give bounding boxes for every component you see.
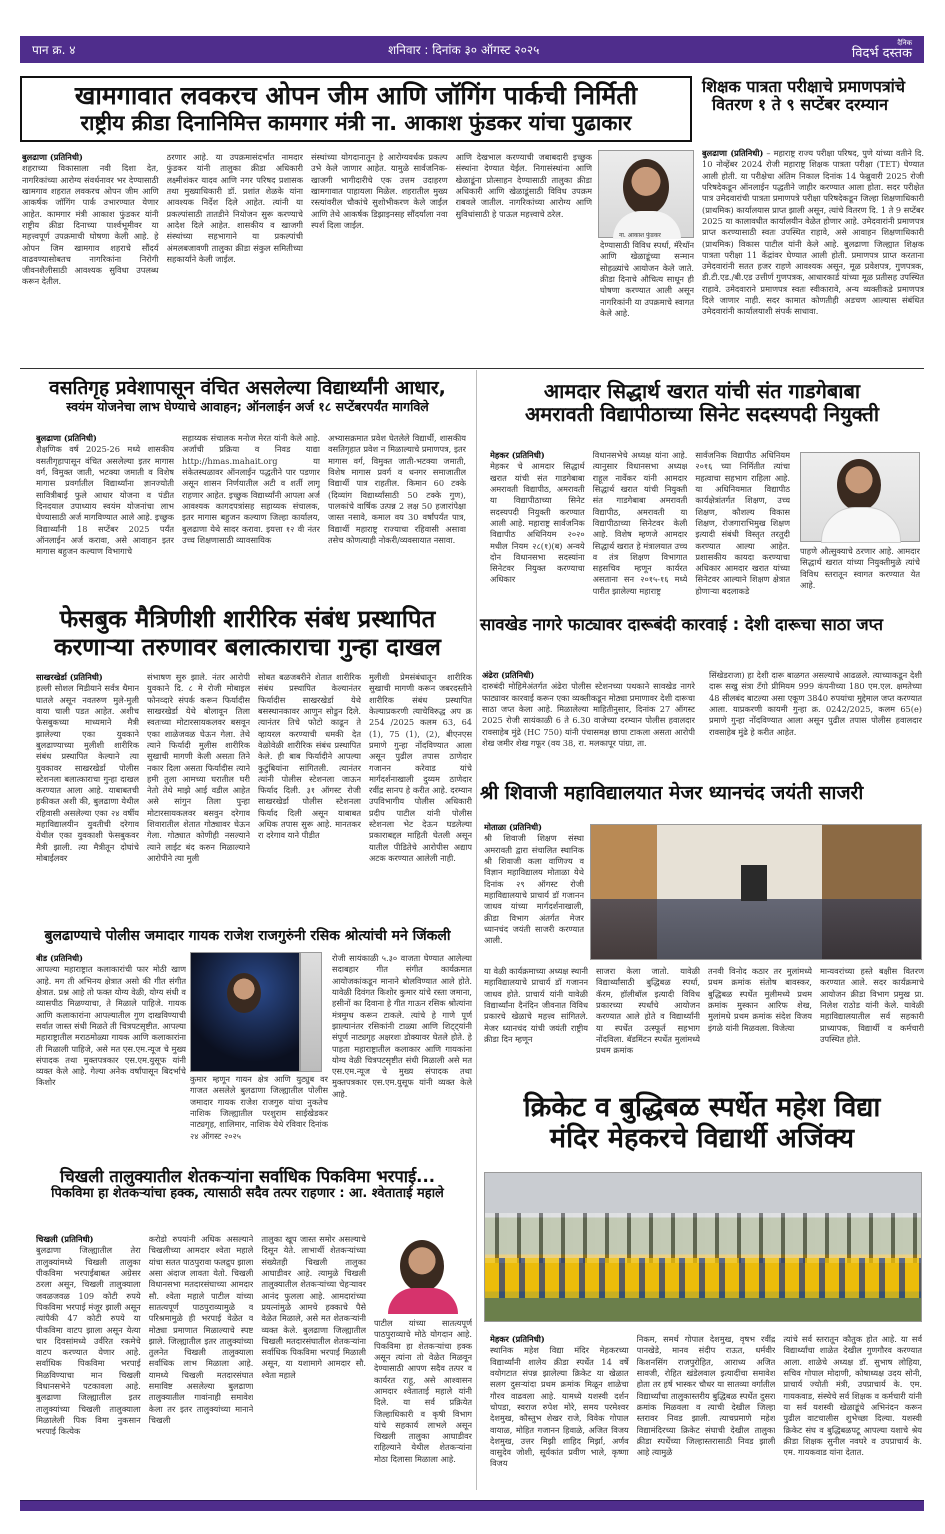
body-text: आणि देखभाल करण्याची जबाबदारी इच्छुक संस्थांना देण्यात येईल. निगासंस्थांना आणि खेळाडूंना प्रोत्साहन देण्यासाठी तालुका क्रीडा अधिकारी आणि खेळाडूंसाठी विविध उपक्रम राबवले जातील. नागरिकांच्या आरोग्य आणि सुविधांसाठी हे पाऊल महत्त्वाचे ठरेल.	[455, 152, 592, 219]
body-text: स्थानिक महेश विद्या मंदिर मेहकरच्या विद्यार्थ्यांनी शालेय क्रीडा स्पर्धेत 14 वर्षे वयोगटात संपन्न झालेल्या क्रिकेट या खेळात सलग दुसऱ्यांदा प्रथम क्रमांक मिळून शाळेचा गौरव वाढवला आहे. यामध्ये यशस्वी दर्शन चोपडा, स्वराज रुपेश मोरे, समय परमेश्वर देशमुख, कौस्तुभ शेखर राजे, विवेक गोपाल वायाळ, मोहित गजानन हिवाळे, अजित विजय देशमुख, उत्तर मिझी शाहिद मिर्झा, अर्णव वासुदेव जोशी, सूर्यकांत प्रवीण भाले, कृष्णा विजय	[490, 1345, 629, 1469]
subheadline: पिकविमा हा शेतकऱ्यांचा हक्क, त्यासाठी सदैव तत्पर राहणार : आ. श्वेताताई महाले	[51, 1185, 444, 1201]
portrait-frame-icon	[741, 865, 767, 901]
dateline: चिखली (प्रतिनिधी)	[36, 1234, 94, 1244]
body-text: मान्यवरांच्या हस्ते बक्षीस वितरण करण्यात आले. सदर कार्यक्रमाचे आयोजन क्रीडा विभाग प्रमुख प्रा. निलेश राठोड यांनी केले. यावेळी महाविद्यालयातील सर्व सहकारी प्राध्यापक, विद्यार्थी व कर्मचारी उपस्थित होते.	[820, 966, 924, 1044]
headline: श्री शिवाजी महाविद्यालयात मेजर ध्यानचंद जयंती साजरी	[480, 782, 864, 804]
dateline: बीड (प्रतिनिधी)	[36, 953, 84, 963]
article-tet-certificates	[702, 78, 924, 115]
body-text: तनवी विनोद कठार तर मुलांमध्ये प्रथम क्रमांक संतोष बावस्कर, बुद्धिबळ स्पर्धेत मुलीमध्ये प्रथम क्रमांक मुस्कान आरिफ शेख, मुलांमधे प्रथम क्रमांक संदेश विजय इंगळे यांनी मिळवला. विजेत्या	[708, 966, 812, 1033]
article-body	[702, 148, 924, 363]
body-text: करोडो रुपयांनी अधिक असल्याने चिखलीच्या आमदार श्वेता महाले यांचा सतत पाठपुरावा फलद्रुप झाला असा अंदाज लावता येतो. चिखली विधानसभा मतदारसंघाच्या आमदार सौ. श्वेता महाले पाटील यांच्या सातत्यपूर्ण पाठपुराव्यामुळे व परिश्रमामुळे ही भरपाई वेळेत व मोठ्या प्रमाणात मिळाल्याचे स्पष्ट झाले. जिल्ह्यातील इतर तालुक्यांच्या तुलनेत चिखली तालुक्याला सर्वाधिक लाभ मिळाला आहे. यामध्ये चिखली मतदारसंघात समाविष्ट असलेल्या बुलढाणा तालुक्यातील गावांनाही समावेश केला तर इतर तालुक्यांच्या मानाने चिखली	[148, 1234, 254, 1425]
body-text: श्री शिवाजी शिक्षण संस्था अमरावती द्वारा संचालित स्थानिक श्री शिवाजी कला वाणिज्य व विज्ञान महाविद्यालय मोताळा येथे दिनांक २९ ऑगस्ट रोजी महाविद्यालयाचे प्राचार्य डॉ गजानन जाधव यांच्या मार्गदर्शनाखाली, क्रीडा विभाग अंतर्गत मेजर ध्यानचंद जयंती साजरी करण्यात आली.	[484, 833, 584, 946]
body-text: सिंखेडराजा) हा देशी दारू बाळगत असल्याचे आढळले. त्याच्याकडून देशी दारू सखु संत्रा टँगो प्रीमियम 999 कंपनीच्या 180 एम.एल. क्षमतेच्या 48 सीलबंद बाटल्या असा एकूण 3840 रुपयांचा मुद्देमाल जप्त करण्यात आला. याप्रकरणी कायमी गुन्हा क्र. 0242/2025, कलम 65(e) प्रमाणे गुन्हा नोंदविण्यात आला असून पुढील तपास पोलीस हवालदार रावसाहेब मुंढे हे करीत आहेत.	[709, 670, 922, 737]
headline: क्रिकेट व बुद्धिबळ स्पर्धेत महेश विद्या	[523, 1092, 881, 1123]
article-body	[484, 822, 584, 962]
photo-caption: ना. आकाश फुंडकर	[619, 232, 661, 239]
masthead-bar	[20, 36, 924, 63]
article-body	[36, 953, 186, 1158]
article-senate-appointment	[480, 380, 924, 426]
mla-mahale-photo	[374, 1234, 472, 1314]
singer-photo	[190, 952, 300, 1072]
article-hostel-scheme	[20, 378, 475, 414]
body-text: मुलीशी प्रेमसंबंधातून शारीरिक सुखाची मागणी करून जबरदस्तीने शारीरिक संबंध प्रस्थापित केल्याप्रकरणी त्याचेविरुद्ध अप क्र 254 /2025 कलम 63, 64 (1), 75 (1), (2), बीएनएस प्रमाणे गुन्हा नोंदविण्यात आला असून पुढील तपास ठाणेदार गजानन करेवाड यांचे मार्गदर्शनाखाली दुय्यम ठाणेदार रवींद्र सानप हे करीत आहे. दरम्यान उपविभागीय पोलीस अधिकारी प्रदीप पाटील यांनी पोलीस स्टेशनला भेट देऊन घडलेल्या प्रकाराबद्दल माहिती घेतली असून यातील पीडितेचे आरोपीस अद्याप अटक करण्यात आलेली नाही.	[369, 672, 472, 863]
mla-photo	[800, 452, 920, 542]
subheadline: राष्ट्रीय क्रीडा दिनानिमित्त कामगार मंत्री ना. आकाश फुंडकर यांचा पुढाकार	[80, 110, 632, 135]
body-text: मेहकर चे आमदार सिद्धार्थ खरात यांची संत गाडगेबाबा अमरावती विद्यापीठ, अमरावती या विद्यापीठाच्या सिनेट सदस्यपदी नियुक्ती करण्यात आली आहे. महाराष्ट्र सार्वजनिक विद्यापीठ अधिनियम २०२० मधील नियम २८(१)(ब) अन्वये दोन विधानसभा सदस्यांना सिनेटवर नियुक्त करण्याचा अधिकार	[490, 461, 585, 585]
portrait-icon	[837, 459, 881, 511]
subheadline: वितरण १ ते ९ सप्टेंबर दरम्यान	[712, 95, 888, 115]
headline: चिखली तालुक्यातील शेतकऱ्यांना सर्वाधिक पिकविमा भरपाई...	[59, 1167, 435, 1186]
portrait-icon	[227, 973, 261, 1013]
article-body	[190, 1074, 328, 1160]
article-body	[490, 1334, 922, 1494]
article-body	[36, 672, 472, 917]
article-liquor-seizure	[480, 616, 924, 635]
dateline: मोताळा (प्रतिनिधी)	[484, 822, 543, 832]
body-text: तालुका खूप जास्त समोर असल्याचे दिसून येते. लाभार्थी शेतकऱ्यांच्या संख्येतही चिखली तालुका आघाडीवर आहे. त्यामुळे चिखली तालुक्यातील शेतकऱ्यांच्या चेहऱ्यावर आनंद फुलला आहे. आमदारांच्या प्रयत्नांमुळे आमचे हक्काचे पैसे वेळेत मिळाले, असे मत शेतकऱ्यांनी व्यक्त केले. बुलढाणा जिल्ह्यातील चिखली मतदारसंघातील शेतकऱ्यांना सर्वाधिक पिकविमा भरपाई मिळाली असून, या यशामागे आमदार सौ. श्वेता महाले	[261, 1234, 367, 1380]
dateline: मेहकर (प्रतिनिधी)	[490, 1334, 545, 1344]
body-text: देण्यासाठी विविध स्पर्धा, मॅरेथॉन आणि खेळाडूंच्या सन्मान सोहळ्यांचे आयोजन केले जाते. क्रीडा दिनाचे औचित्य साधून ही घोषणा करण्यात आली असून नागरिकांनी या उपक्रमाचे स्वागत केले आहे.	[600, 240, 694, 318]
brand-name: विदर्भ दस्तक	[851, 45, 912, 61]
minister-photo	[598, 150, 694, 238]
body-text: बुलढाणा जिल्ह्यातील तेरा तालुक्यांमध्ये चिखली तालुका पीकविमा भरपाईबाबत अग्रेसर ठरला असून, चिखली तालुक्याला जवळजवळ 109 कोटी रुपये पिकविमा भरपाई मंजूर झाली असून त्यांपैकी 47 कोटी रुपये या पीकविमा वाटप झाला असून येत्या चार दिवसांमध्ये उर्वरित रकमेचे वाटप करण्यात येणार आहे. सर्वाधिक पिकविमा भरपाई मिळविण्याचा मान चिखली विधानसभेने पटकावला आहे. बुलढाणा जिल्ह्यातील इतर तालुक्यांच्या चिखली तालुक्याला मिळालेली पिक विमा नुकसान भरपाई कित्येक	[36, 1245, 141, 1437]
brand-tagline: दैनिक	[897, 38, 912, 47]
subheadline: स्वयंम योजनेचा लाभ घेण्याचे आवाहन; ऑनलाईन अर्ज १८ सप्टेंबरपर्यंत मागविले	[66, 398, 429, 414]
body-text: अभ्यासक्रमात प्रवेश घेतलेले विद्यार्थी, शासकीय वसतिगृहात प्रवेश न मिळाल्याचे प्रमाणपत्र, इतर मागास वर्ग, विमुक्त जाती-भटक्या जमाती, विशेष मागास प्रवर्ग व धनगर समाजातील विद्यार्थी पात्र राहतील. किमान 60 टक्के (दिव्यांग विद्यार्थ्यांसाठी 50 टक्के गुण), पालकांचे वार्षिक उत्पन्न 2 लक्ष 50 हजारांपेक्षा जास्त नसावे, कमाल वय 30 वर्षांपर्यंत पात्र, विद्यार्थी महाराष्ट्र राज्याचा रहिवासी असावा तसेच कोणत्याही नोकरी/व्यवसायात नसावा.	[328, 433, 466, 545]
body-text: या वेळी कार्यक्रमाच्या अध्यक्ष स्थानी महाविद्यालयाचे प्राचार्य डॉ गजानन जाधव होते. प्राचार्य यांनी यावेळी विद्यार्थ्यांना दैनंदिन जीवनात विविध प्रकारचे खेळाचे महत्त्व सांगितले. मेजर ध्यानचंद यांची जयंती राष्ट्रीय क्रीडा दिन म्हणून	[484, 966, 588, 1044]
body-text: विधानसभेचे अध्यक्ष यांना आहे. त्यानुसार विधानसभा अध्यक्ष राहूल नार्वेकर यांनी आमदार सिद्धार्थ खरात यांची नियुक्ती संत गाडगेबाबा अमरावती विद्यापीठ, अमरावती या विद्यापीठाच्या सिनेटवर केली आहे. विशेष म्हणजे आमदार सिद्धार्थ खरात हे मंत्रालयात उच्च व तंत्र शिक्षण विभागात सहसचिव म्हणून कार्यरत असताना सन २०१५-१६ मध्ये पारीत झालेल्या महाराष्ट्र	[592, 450, 688, 596]
headline: आमदार सिद्धार्थ खरात यांची संत गाडगेबाबा	[543, 379, 861, 403]
body-text: त्यांचे सर्व स्तरातून कौतुक होत आहे. या सर्व विद्यार्थ्यांचा शाळेत देखील गुणगौरव करण्यात आला. शाळेचे अध्यक्ष डॉ. सुभाष लोहिया, सचिव गोपाल मोदाणी, कोषाध्यक्ष उदय सोनी, प्राचार्य ज्योती मंत्री, उपप्राचार्य के. एम. गायकवाड, संस्थेचे सर्व शिक्षक व कर्मचारी यांनी या सर्व यशस्वी खेळाडूंचे अभिनंदन करून पुढील वाटचालीस शुभेच्छा दिल्या. यशस्वी क्रिकेट संघ व बुद्धिबळपटू आपल्या यशाचे श्रेय क्रीडा शिक्षक सुनील नवघरे व उपप्राचार्य के. एम. गायकवाड यांना देतात.	[783, 1334, 923, 1458]
body-text: शैक्षणिक वर्ष 2025-26 मध्ये शासकीय वसतीगृहापासून वंचित असलेल्या इतर मागास वर्ग, विमुक्त जाती, भटक्या जमाती व विशेष मागास प्रवर्गातील विद्यार्थ्यांना ज्ञानज्योती सावित्रीबाई फुले आधार योजना व पंडीत दिनदयाल उपाध्याय स्वयंम योजनांचा लाभ घेण्यासाठी अर्ज मागविण्यात आले आहे. इच्छुक विद्यार्थ्यांनी 18 सप्टेंबर 2025 पर्यंत ऑनलाईन अर्ज करावा, असे आवाहन इतर मागास बहुजन कल्याण विभागाचे	[36, 444, 174, 557]
article-cricket-chess	[480, 1092, 924, 1154]
article-body	[22, 152, 592, 362]
article-body	[490, 450, 790, 605]
article-facebook-case	[20, 606, 475, 661]
footer-bar	[20, 1500, 924, 1511]
college-event-photo	[590, 824, 922, 960]
body-text: साजरा केला जातो. यावेळी विद्यार्थ्यांसाठी बुद्धिबळ स्पर्धा, कॅरम, हॉलीबॉल इत्यादी विविध प्रकारच्या स्पर्धांचे आयोजन करण्यात आले होते व विद्यार्थ्यांनी या स्पर्धेत उत्स्फूर्त सहभाग नोंदविला. बॅडमिंटन स्पर्धेत मुलांमध्ये प्रथम क्रमांक	[596, 966, 700, 1056]
body-text: दारुबंदी मोहिमेअंतर्गत अंढेरा पोलीस स्टेशनच्या पथकाने सावखेड नागरे फाट्यावर कारवाई करून एका व्यक्तीकडून मोठ्या प्रमाणावर देशी दारूचा साठा जप्त केला आहे. मिळालेल्या माहितीनुसार, दिनांक 27 ऑगस्ट 2025 रोजी सायंकाळी 6 ते 6.30 वाजेच्या दरम्यान पोलीस हवालदार रावसाहेब मुंढे (HC 750) यांनी पंचासमक्ष छापा टाकला असता आरोपी शेख जमीर शेख गफूर (वय 38, रा. मलकापूर पांग्रा, ता.	[482, 681, 695, 748]
body-text: ठरणार आहे. या उपक्रमासंदर्भात नामदार फुंडकर यांनी तालुका क्रीडा अधिकारी लक्ष्मीशंकर यादव आणि नगर परिषद प्रशासक तथा मुख्याधिकारी डॉ. प्रशांत शेळके यांना आवश्यक निर्देश दिले आहेत. त्यांनी या प्रकल्पांसाठी तातडीने नियोजन सुरू करण्याचे आदेश दिले आहेत. शासकीय व खाजगी संस्थांच्या सहभागाने या प्रकल्पांची अंमलबजावणी तालुका क्रीडा संकुल समितीच्या सहकार्याने केली जाईल.	[166, 152, 303, 264]
article-body	[332, 953, 472, 1158]
article-body	[800, 546, 920, 606]
body-text: सहाय्यक संचालक मनोज मेरत यांनी केले आहे. अर्जाची प्रक्रिया व निवड याद्या http://hmas.mahait.org या संकेतस्थळावर ऑनलाईन पद्धतीने पार पडणार असून शासन निर्णयातील अटी व शर्ती लागू राहणार आहेत. इच्छुक विद्यार्थ्यांनी आपला अर्ज आवश्यक कागदपत्रांसह सहाय्यक संचालक, इतर मागास बहुजन कल्याण जिल्हा कार्यालय, बुलढाणा येथे सादर करावा. इयत्ता १२ वी नंतर उच्च शिक्षणासाठी व्यावसायिक	[182, 433, 320, 545]
body-text: रोजी सायंकाळी ५.३० वाजता घेण्यात आलेल्या सदाबहार गीत संगीत कार्यक्रमात आयोजकांकडून मानाने बोलविण्यात आले होते. यावेळी दिवंगत किशोर कुमार यांचे रस्ता जमाना, हसीनों का दिवाना हे गीत गाऊन रसिक श्रोत्यांना मंत्रमुग्ध करून टाकले. त्यांचे हे गाणे पूर्ण झाल्यानंतर रसिकांनी टाळ्या आणि शिट्ट्यांनी संपूर्ण नाट्यगृह अक्षरशः डोक्यावर घेतले होते. हे पाहता महाराष्ट्रातील कलाकार आणि गायकांना योग्य वेळी चित्रपटसृष्टीत संधी मिळाली असे मत एस.एम.न्यूज चे मुख्य संपादक तथा मुक्तपत्रकार एस.एम.युसूफ यांनी व्यक्त केले आहे.	[332, 953, 472, 1099]
body-text: पाटील यांच्या सातत्यपूर्ण पाठपुराव्याचे मोठे योगदान आहे. पिकविमा हा शेतकऱ्यांचा हक्क असून त्यांना तो वेळेत मिळवून देण्यासाठी आपण सदैव तत्पर व कार्यरत राहू, असे आश्वासन आमदार श्वेताताई महाले यांनी दिले. या सर्व प्रक्रियेत जिल्हाधिकारी व कृषी विभाग यांचे सहकार्य लाभले असून चिखली तालुका आघाडीवर राहिल्याने येथील शेतकऱ्यांना मोठा दिलासा मिळाला आहे.	[374, 1318, 472, 1464]
headline: वसतिगृह प्रवेशापासून वंचित असलेल्या विद्यार्थ्यांनी आधार,	[49, 377, 446, 399]
dateline: अंढेरा (प्रतिनिधी)	[482, 670, 535, 680]
dateline: साखरखेर्डा (प्रतिनिधी)	[36, 672, 103, 682]
body-text: शहराच्या विकासाला नवी दिशा देत, नागरिकांच्या आरोग्य संवर्धनावर भर देण्यासाठी खामगाव शहरात लवकरच ओपन जीम आणि आकर्षक जॉगिंग पार्क उभारण्यात येणार आहेत. कामगार मंत्री आकाश फुंडकर यांनी राष्ट्रीय क्रीडा दिनाच्या पार्श्वभूमीवर या महत्त्वपूर्ण उपक्रमाची घोषणा केली आहे. हे ओपन जिम खामगाव शहराचे सौंदर्य वाढवण्यासोबतच नागरिकांना निरोगी जीवनशैलीसाठी आवश्यक सुविधा उपलब्ध करून देतील.	[22, 163, 159, 287]
body-text: – महाराष्ट्र राज्य परीक्षा परिषद, पुणे यांच्या वतीने दि. 10 नोव्हेंबर 2024 रोजी महाराष्ट्र शिक्षक पात्रता परीक्षा (TET) घेण्यात आली होती. या परीक्षेचा अंतिम निकाल दिनांक 14 फेब्रुवारी 2025 रोजी परिषदेकडून ऑनलाईन पद्धतीने जाहीर करण्यात आला होता. सदर परीक्षेत पात्र उमेदवारांची पात्रता प्रमाणपत्रे परीक्षा परिषदेकडून जिल्हा शिक्षणाधिकारी (प्राथमिक) कार्यालयास प्राप्त झाली असून, त्यांचे वितरण दि. 1 ते 9 सप्टेंबर 2025 या कालावधीत कार्यालयीन वेळेत होणार आहे. उमेदवारांनी प्रमाणपत्र प्राप्त करण्यासाठी स्वतः उपस्थित राहावे, असे आवाहन शिक्षणाधिकारी (प्राथमिक) विकास पाटील यांनी केले आहे. बुलढाणा जिल्ह्यात शिक्षक पात्रता परीक्षा 11 केंद्रांवर घेण्यात आली होती. प्रमाणपत्र प्राप्त करताना उमेदवारांनी सतत हजर राहणे आवश्यक असून, मूळ प्रवेशपत्र, गुणपत्रक, डी.टी.एड./बी.एड उत्तीर्ण गुणपत्रक, आधारकार्ड यांच्या मूळ प्रतीसह उपस्थित राहावे. उमेदवाराने प्रमाणपत्र स्वतः स्वीकारावे, अन्य व्यक्तीकडे प्रमाणपत्र दिले जाणार नाही. सदर कामात कोणतीही अडचण आल्यास संबंधित उमेदवारांनी कार्यालयाशी संपर्क साधावा.	[702, 148, 924, 317]
headline: बुलढाण्याचे पोलीस जमादार गायक राजेश राजगुरुंनी रसिक श्रोत्यांची मने जिंकली	[44, 928, 451, 944]
body-text: आपल्या महाराष्ट्रात कलाकारांची फार मोठी खाण आहे. मग ती अभिनय क्षेत्रात असो की गीत संगीत क्षेत्रात. प्रश्न आहे तो फक्त योग्य वेळी, योग्य संधी व व्यासपीठ मिळण्याचा, ते मिळाले पाहिजे. गायक आणि कलाकारांना आपल्यातील गुण दाखविण्याची सर्वात जास्त संधी मिळते ती चित्रपटसृष्टीत. आपल्या महाराष्ट्रातील मराठमोळ्या गायक आणि कलाकारांना ती मिळाली पाहिजे, असे मत एस.एम.न्यूज चे मुख्य संपादक तथा मुक्तपत्रकार एस.एम.युसूफ यांनी व्यक्त केले आहे. गेल्या अनेक वर्षांपासून बिदर्भाचे किशोर	[36, 964, 186, 1088]
subheadline: मंदिर मेहकरचे विद्यार्थी अजिंक्य	[549, 1123, 855, 1155]
people-group	[485, 1213, 921, 1263]
portrait-icon	[400, 1240, 444, 1292]
article-body	[374, 1318, 472, 1494]
body-text: सार्वजनिक विद्यापीठ अधिनियम २०१६ च्या निर्मितीत त्यांचा महत्वाचा सहभाग राहिला आहे. या अधिनियमात विद्यापीठ कार्यक्षेत्रांतर्गत शिक्षण, उच्च शिक्षण, कौशल्य विकास शिक्षण, रोजगाराभिमुख शिक्षण इत्यादी संबंधी विस्तृत तरतुदी करण्यात आल्या आहेत. प्रशासकीय कायदा करण्याचा अधिकार आमदार खरात यांच्या सिनेटवर आल्याने शिक्षण क्षेत्रात होणाऱ्या बदलाकडे	[695, 450, 791, 596]
dateline: बुलढाणा (प्रतिनिधी)	[22, 152, 83, 162]
article-dhyanchand-jayanti	[480, 783, 924, 805]
page-number: पान क्र. ४	[32, 43, 76, 57]
body-text: पाहणे औत्सुक्याचे ठरणार आहे. आमदार सिद्धार्थ खरात यांच्या नियुक्तीमुळे त्यांचे विविध स्तरातून स्वागत करण्यात येत आहे.	[800, 546, 920, 590]
headline: शिक्षक पात्रता परीक्षाचे प्रमाणपत्रांचे	[702, 77, 905, 96]
body-text: संस्थांच्या योगदानातून हे आरोग्यवर्धक प्रकल्प उभे केले जाणार आहेत. यामुळे सार्वजनिक-खाजगी भागीदारीचे एक उत्तम उदाहरण खामगावात पाहायला मिळेल. शहरातील मुख्य रस्त्यांवरील चौकांचे सुशोभीकरण केले जाईल आणि तेथे आकर्षक डिझाइनसह सौंदर्याला नवा स्पर्श दिला जाईल.	[311, 152, 448, 230]
article-body	[36, 1234, 366, 1494]
article-body	[484, 966, 924, 1086]
headline: फेसबुक मैत्रिणीशी शारीरिक संबंध प्रस्थापित	[59, 605, 436, 633]
article-crop-insurance	[20, 1168, 475, 1202]
article-body	[600, 240, 694, 362]
people-group	[591, 899, 921, 959]
dateline: मेहकर (प्रतिनिधी)	[490, 450, 545, 460]
body-text: सोबत बळजबरीने शेतात शारीरिक संबंध प्रस्थापित केल्यानंतर फिर्यादीस साखरखेर्डा येथे बसस्थानकावर आणुन सोडुन दिले. त्यानंतर तिचे फोटो काढून ते व्हायरल करण्याची धमकी देत वेळोवेळी शारीरिक संबंध प्रस्थापित केले. ही बाब फिर्यादीने आपल्या कुटुंबियांना सांगितली. त्यानंतर त्यांनी पोलीस स्टेशनला जाऊन फिर्याद दिली. ३१ ऑगस्ट रोजी साखरखेर्डा पोलीस स्टेशनला फिर्याद दिली असून याबाबत अधिक तपास सुरू आहे. मानतकर रा दरेगाव याने पीडीत	[258, 672, 361, 841]
newspaper-brand	[852, 40, 912, 60]
article-khamgaon-gym	[20, 76, 692, 142]
headline: खामगावात लवकरच ओपन जीम आणि जॉगिंग पार्कची निर्मिती	[74, 81, 638, 110]
cricket-team-photo	[484, 1172, 922, 1322]
singer-portrait-photo	[300, 952, 322, 1072]
article-singer-rajguru	[20, 928, 475, 944]
subheadline: करणाऱ्या तरुणावर बलात्काराचा गुन्हा दाखल	[54, 632, 441, 661]
subheadline: अमरावती विद्यापीठाच्या सिनेट सदस्यपदी नियुक्ती	[524, 402, 879, 426]
body-text: संभाषण सुरु झाले. नंतर आरोपी युवकाने दि. ८ मे रोजी मोबाइल फोनव्दारे संपर्क करून फिर्यादीस साखरखेर्डा येथे बोलावून तिला स्वतःच्या मोटारसायकलवर बसवून एका शाळेजवळ घेऊन गेला. तेथे त्याने फिर्यादी मुलीस शारीरिक सुखाची मागणी केली असता तिने नकार दिला असता फिर्यादीस त्याने हमी तुला आमच्या घरातील घरी नेतो तेथे माझे आई वडील आहेत असे सांगुन तिला पुन्हा मोटारसायकलवर बसवुन दरेगाव शिवारातील शेतात गोठ्यावर घेऊन गेला. गोठ्यात कोणीही नसल्याने त्याने लाईट बंद करुन मिळाल्याने आरोपीने त्या मुली	[147, 672, 250, 863]
dateline: बुलढाणा (प्रतिनिधी)	[36, 433, 97, 443]
article-body	[36, 433, 466, 573]
issue-date: शनिवार : दिनांक ३० ऑगस्ट २०२५	[387, 43, 540, 57]
body-text: निकम, समर्थ गोपाल देशमुख, वृषभ रवींद्र पानखेडे, मानव संदीप राऊत, धर्मवीर किशनसिंग राजपुरोहित, आराध्य अजित सावजी, रोहित खंडेलवाल इत्यादींचा समावेश होता तर हर्ष भास्कर चौधर या सातव्या वर्गातील विद्यार्थ्यांचा तालुकास्तरीय बुद्धिबळ स्पर्धेत दुसरा क्रमांक मिळवला व त्याची देखील जिल्हा स्तरावर निवड झाली. त्याचप्रमाणे महेश विद्यामंदिरच्या क्रिकेट संघाची देखील तालुका क्रीडा स्पर्धेच्या जिल्हास्तरासाठी निवड झाली आहे त्यामुळे	[636, 1334, 776, 1458]
article-body	[482, 670, 922, 778]
photo-caption: कुमार म्हणून गायन क्षेत्र आणि युट्युब वर गाजत असलेले बुलढाणा जिल्ह्यातील पोलीस जमादार गायक राजेश राजगुरु यांचा नुकतेच नाशिक जिल्ह्यातील परशुराम साईखेडकर नाट्यगृह, शालिमार, नाशिक येथे रविवार दिनांक २४ ऑगस्ट २०२५	[190, 1074, 328, 1141]
students-group	[485, 1258, 921, 1298]
portrait-icon	[623, 159, 669, 215]
headline: सावखेड नागरे फाट्यावर दारूबंदी कारवाई : देशी दारूचा साठा जप्त	[480, 615, 884, 634]
dateline: बुलढाणा (प्रतिनिधी)	[702, 148, 764, 158]
body-text: हल्ली सोशल मिडीयाने सर्वत्र थैमान घातले असून नवतरुण मुले-मुली वाया चाली पडत आहेत. अशीच फेसबुकच्या माध्यमाने मैत्री झालेल्या एका युवकाने बुलढाण्याच्या मुलीशी शारीरिक संबंध प्रस्थापित केल्याने त्या युवकावर साखरखेर्डा पोलीस स्टेशनला बलात्काराचा गुन्हा दाखल करण्यात आला आहे. याबाबतची हकीकत अशी की, बुलढाणा येथील रहिवासी असलेल्या एका २४ वर्षीय महाविद्यालयीन युवतीची दरेगाव येथील एका युवकाशी फेसबुकवर मैत्री झाली. त्या मैत्रीतून दोघांचे मोबाईलवर	[36, 683, 139, 863]
